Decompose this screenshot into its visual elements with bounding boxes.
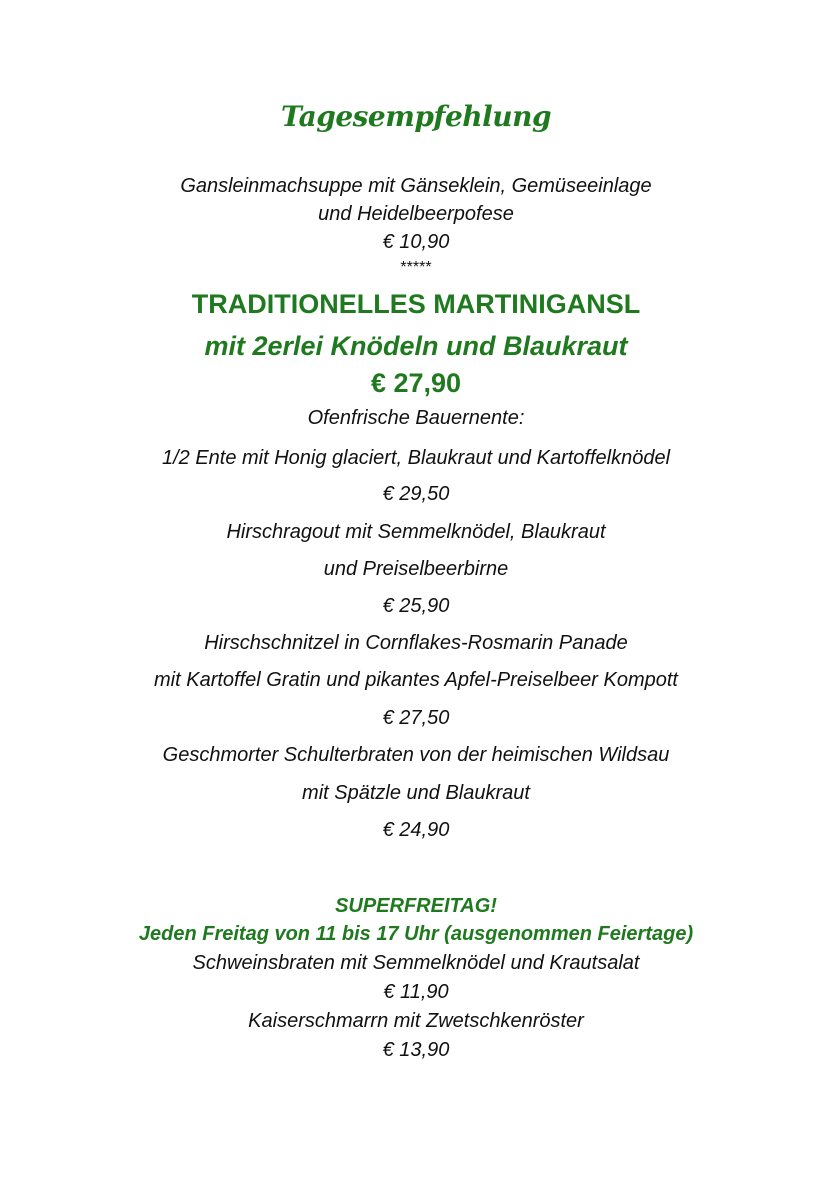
soup-line-1: Gansleinmachsuppe mit Gänseklein, Gemüseeinlage xyxy=(180,175,652,197)
roast-line-1: Geschmorter Schulterbraten von der heimischen Wildsau xyxy=(162,744,670,766)
friday-price-2: € 13,90 xyxy=(382,1039,450,1061)
roast-price: € 24,90 xyxy=(382,819,450,841)
highlight-line-1: TRADITIONELLES MARTINIGANSL xyxy=(191,289,641,319)
schnitzel-line-1: Hirschschnitzel in Cornflakes-Rosmarin Panade xyxy=(204,632,628,654)
friday-item-2: Kaiserschmarrn mit Zwetschkenröster xyxy=(248,1010,584,1032)
highlight-price: € 27,90 xyxy=(370,368,462,398)
duck-heading: Ofenfrische Bauernente: xyxy=(307,407,525,429)
ragout-line-2: und Preiselbeerbirne xyxy=(323,558,509,580)
separator: ***** xyxy=(400,259,432,276)
ragout-price: € 25,90 xyxy=(382,595,450,617)
roast-line-2: mit Spätzle und Blaukraut xyxy=(302,782,530,804)
duck-price: € 29,50 xyxy=(382,483,450,505)
highlight-line-2: mit 2erlei Knödeln und Blaukraut xyxy=(204,331,628,361)
friday-heading: SUPERFREITAG! xyxy=(335,895,497,917)
ragout-line-1: Hirschragout mit Semmelknödel, Blaukraut xyxy=(226,521,606,543)
schnitzel-price: € 27,50 xyxy=(382,707,450,729)
soup-line-2: und Heidelbeerpofese xyxy=(318,203,514,225)
soup-price: € 10,90 xyxy=(382,231,450,253)
page-title: Tagesempfehlung xyxy=(280,100,552,133)
friday-subheading: Jeden Freitag von 11 bis 17 Uhr (ausgenommen Feiertage) xyxy=(138,923,694,945)
friday-price-1: € 11,90 xyxy=(383,981,449,1003)
schnitzel-line-2: mit Kartoffel Gratin und pikantes Apfel-Preiselbeer Kompott xyxy=(154,669,678,691)
friday-item-1: Schweinsbraten mit Semmelknödel und Krautsalat xyxy=(192,952,640,974)
duck-line-1: 1/2 Ente mit Honig glaciert, Blaukraut und Kartoffelknödel xyxy=(161,447,671,469)
